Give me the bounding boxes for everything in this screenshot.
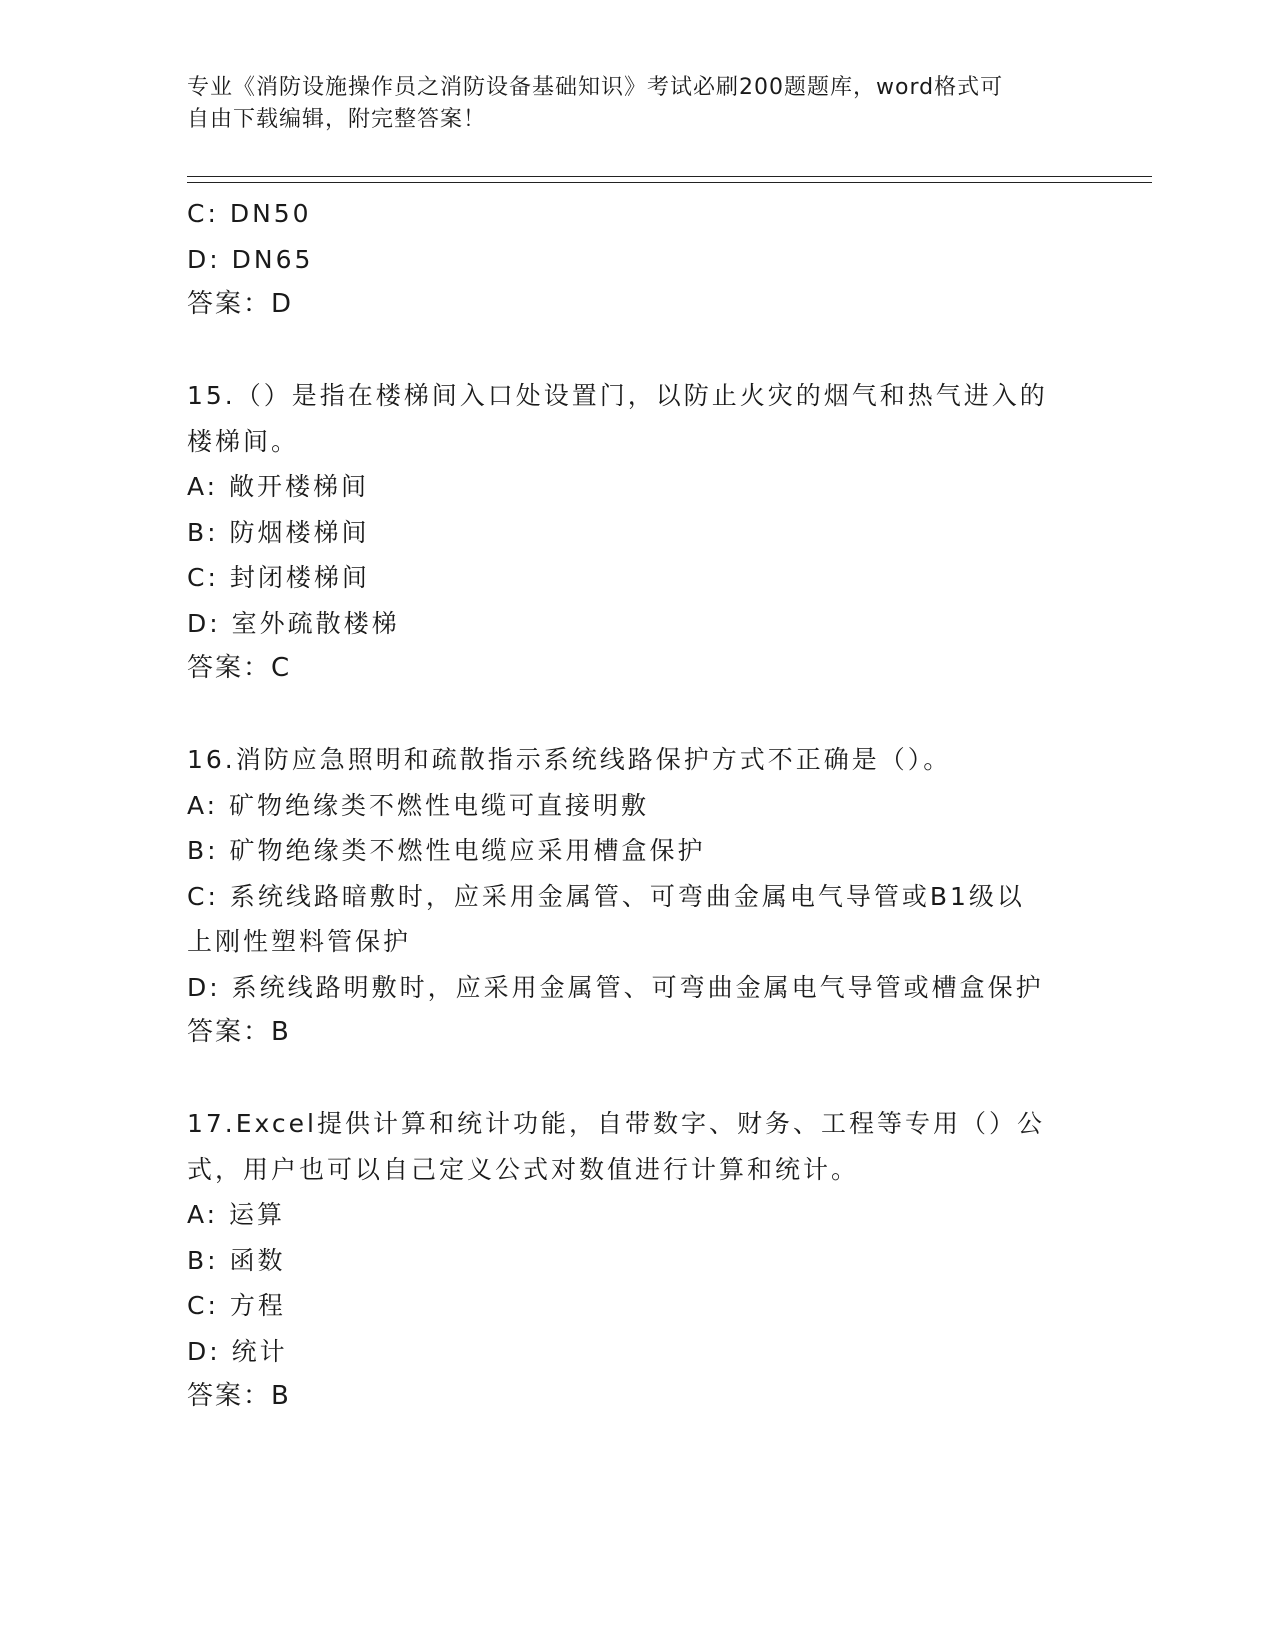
- answer: 答案：B: [187, 1017, 291, 1047]
- header-divider-bottom: [187, 182, 1152, 183]
- option-a: A: 矿物绝缘类不燃性电缆可直接明敷: [187, 790, 650, 820]
- question-stem: 17.Excel提供计算和统计功能，自带数字、财务、工程等专用（）公: [187, 1109, 1045, 1138]
- header-title-line1: 专业《消防设施操作员之消防设备基础知识》考试必刷200题题库，word格式可: [187, 75, 1004, 100]
- question-15: [187, 373, 1087, 692]
- option-d: D: DN65: [187, 244, 314, 274]
- question-stem-continued: 式，用户也可以自己定义公式对数值进行计算和统计。: [187, 1154, 860, 1184]
- header-title-line2: 自由下载编辑，附完整答案！: [187, 107, 487, 132]
- option-c: C: DN50: [187, 199, 312, 228]
- option-d: D: 室外疏散楼梯: [187, 608, 400, 638]
- spacer: [187, 692, 1087, 738]
- spacer: [187, 1056, 1087, 1102]
- question-17: [187, 1101, 1087, 1420]
- question-stem: 15.（）是指在楼梯间入口处设置门，以防止火灾的烟气和热气进入的: [187, 381, 1048, 410]
- option-d: D: 系统线路明敷时，应采用金属管、可弯曲金属电气导管或槽盒保护: [187, 972, 1044, 1002]
- question-14-tail: [187, 191, 1087, 328]
- option-c: C: 系统线路暗敷时，应采用金属管、可弯曲金属电气导管或B1级以: [187, 881, 1025, 911]
- answer: 答案：C: [187, 653, 292, 683]
- option-b: B: 矿物绝缘类不燃性电缆应采用槽盒保护: [187, 836, 706, 865]
- option-b: B: 防烟楼梯间: [187, 517, 370, 547]
- page-header: [187, 72, 1067, 136]
- question-list: [187, 191, 1087, 1420]
- question-stem: 16.消防应急照明和疏散指示系统线路保护方式不正确是（）。: [187, 745, 952, 774]
- option-c: C: 封闭楼梯间: [187, 563, 370, 592]
- option-c-continued: 上刚性塑料管保护: [187, 927, 412, 956]
- option-a: A: 敞开楼梯间: [187, 472, 370, 501]
- option-a: A: 运算: [187, 1200, 286, 1229]
- header-divider-top: [187, 176, 1152, 177]
- option-d: D: 统计: [187, 1336, 288, 1366]
- answer: 答案：D: [187, 289, 294, 319]
- question-16: [187, 737, 1087, 1056]
- option-c: C: 方程: [187, 1291, 286, 1320]
- question-stem-continued: 楼梯间。: [187, 426, 300, 456]
- option-b: B: 函数: [187, 1245, 286, 1275]
- spacer: [187, 328, 1087, 374]
- answer: 答案：B: [187, 1381, 291, 1411]
